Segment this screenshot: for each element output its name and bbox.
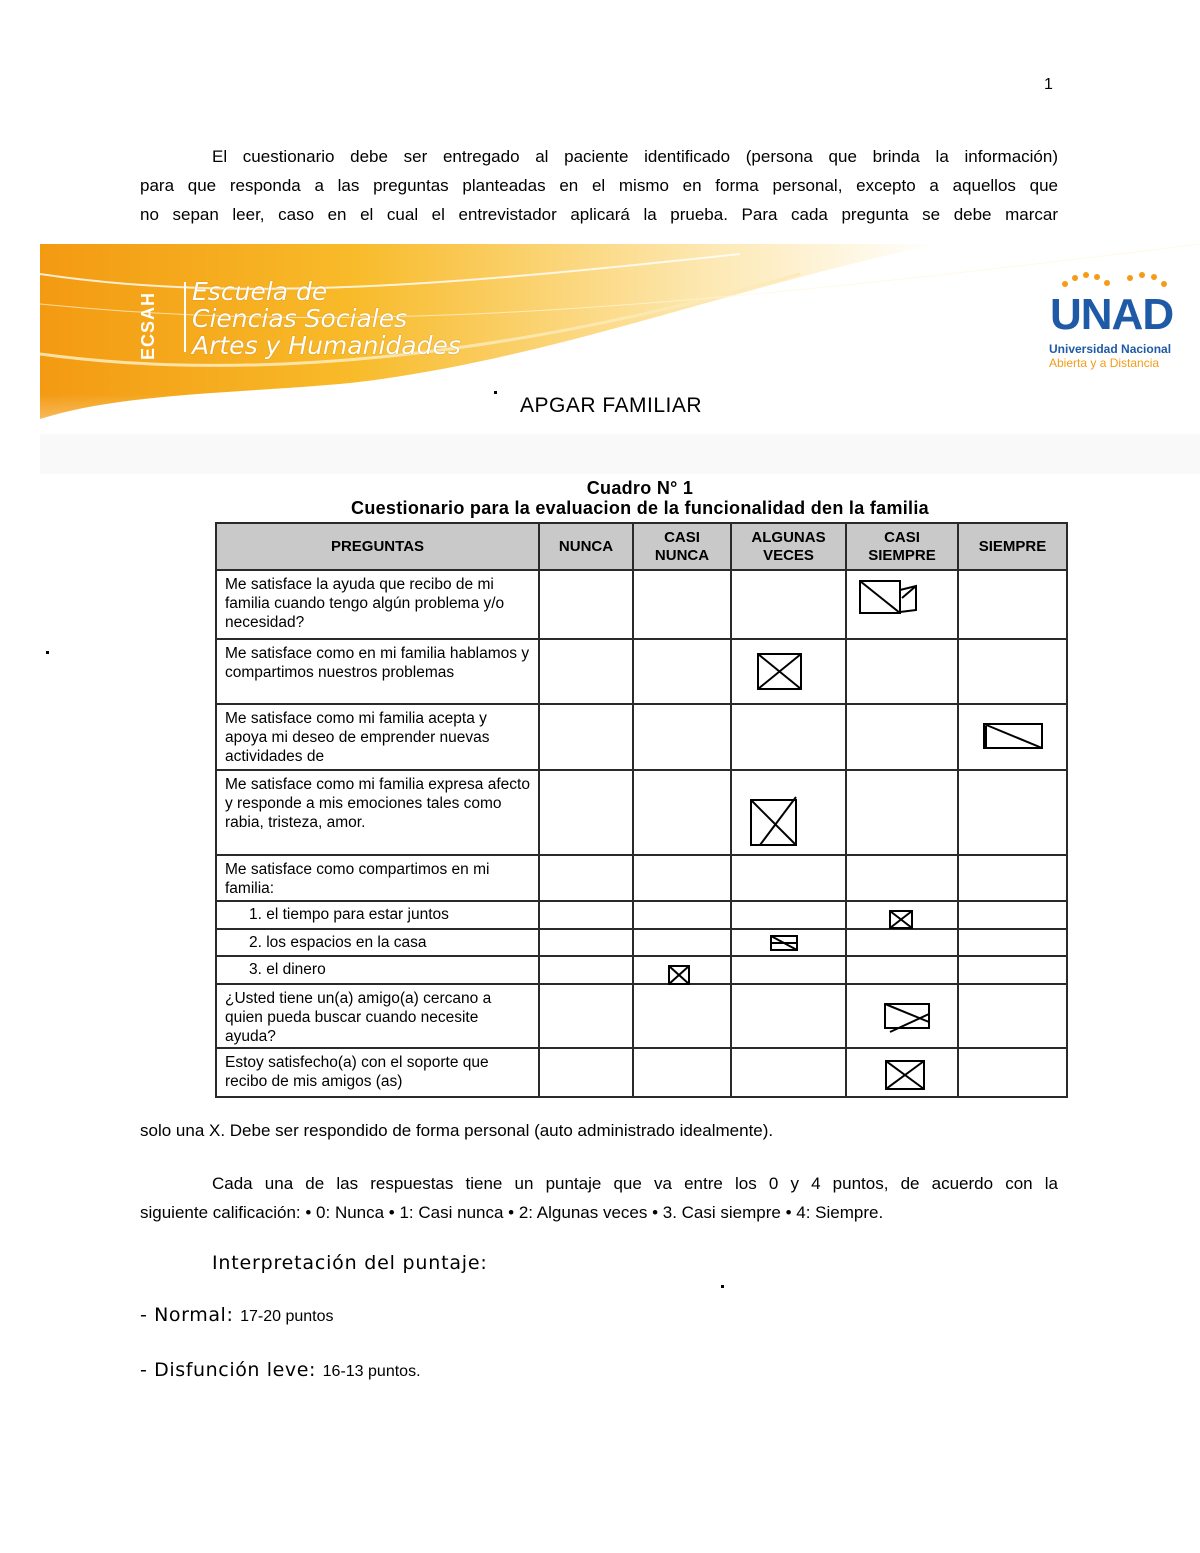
- answer-cell[interactable]: [958, 570, 1067, 639]
- answer-cell[interactable]: [633, 704, 731, 770]
- intro-line-2: para que responda a las preguntas planteadas en el mismo en forma personal, excepto a aquellos que: [140, 176, 1058, 195]
- table-row: [216, 1048, 1067, 1097]
- answer-cell[interactable]: [958, 901, 1067, 929]
- interpretation-title: Interpretación del puntaje:: [212, 1252, 488, 1274]
- answer-cell[interactable]: [633, 770, 731, 855]
- answer-cell[interactable]: [958, 855, 1067, 901]
- answer-cell[interactable]: [633, 984, 731, 1048]
- table-row: [216, 770, 1067, 855]
- scoring-line-2: siguiente calificación: • 0: Nunca • 1: Casi nunca • 2: Algunas veces • 3. Casi siempre • 4: Siempre.: [140, 1203, 884, 1222]
- question-cell: Me satisface como compartimos en mi familia:: [216, 855, 539, 901]
- question-cell: Me satisface como mi familia expresa afecto y responde a mis emociones tales como rabia, tristeza, amor.: [216, 770, 539, 855]
- answer-cell[interactable]: [539, 570, 633, 639]
- score-leve: [140, 1359, 421, 1381]
- answer-cell[interactable]: [539, 929, 633, 956]
- answer-cell[interactable]: [958, 770, 1067, 855]
- answer-cell[interactable]: [539, 956, 633, 984]
- x-mark-icon: [748, 795, 800, 849]
- stray-dot: [721, 1285, 724, 1288]
- answer-cell[interactable]: [731, 901, 846, 929]
- table-row: [216, 956, 1067, 984]
- instruction-line: solo una X. Debe ser respondido de forma personal (auto administrado idealmente).: [140, 1121, 774, 1140]
- score-leve-value: 16-13 puntos.: [322, 1363, 421, 1380]
- answer-cell[interactable]: [846, 704, 958, 770]
- answer-cell[interactable]: [731, 956, 846, 984]
- score-leve-label: - Disfunción leve:: [140, 1359, 317, 1381]
- answer-cell[interactable]: [731, 570, 846, 639]
- header-siempre: SIEMPRE: [958, 523, 1067, 570]
- table-row: [216, 984, 1067, 1048]
- page-number: 1: [1044, 76, 1053, 93]
- table-row: [216, 570, 1067, 639]
- answer-cell[interactable]: [731, 984, 846, 1048]
- answer-cell[interactable]: [539, 770, 633, 855]
- question-cell: Estoy satisfecho(a) con el soporte que recibo de mis amigos (as): [216, 1048, 539, 1097]
- ecsah-acronym: ECSAH: [138, 292, 158, 361]
- answer-cell[interactable]: [958, 1048, 1067, 1097]
- scoring-line-1: Cada una de las respuestas tiene un puntaje que va entre los 0 y 4 puntos, de acuerdo con la: [212, 1174, 1058, 1193]
- answer-cell[interactable]: [731, 704, 846, 770]
- answer-cell[interactable]: [846, 770, 958, 855]
- header-casi-siempre: CASI SIEMPRE: [846, 523, 958, 570]
- school-line-3: Artes y Humanidades: [192, 331, 461, 360]
- question-cell: 2. los espacios en la casa: [216, 929, 539, 956]
- x-mark-icon: [884, 1058, 928, 1092]
- answer-cell[interactable]: [846, 639, 958, 704]
- answer-cell[interactable]: [958, 929, 1067, 956]
- header-nunca: NUNCA: [539, 523, 633, 570]
- table-row: [216, 639, 1067, 704]
- school-line-1: Escuela de: [192, 277, 328, 306]
- answer-cell[interactable]: [846, 855, 958, 901]
- x-mark-icon: [756, 652, 804, 692]
- x-mark-icon: [769, 933, 801, 955]
- score-normal-label: - Normal:: [140, 1304, 234, 1326]
- answer-cell[interactable]: [633, 639, 731, 704]
- x-mark-icon: [858, 578, 920, 616]
- cuadro-subtitle: Cuestionario para la evaluacion de la funcionalidad den la familia: [351, 498, 929, 518]
- answer-cell[interactable]: [958, 984, 1067, 1048]
- question-cell: Me satisface como en mi familia hablamos y compartimos nuestros problemas: [216, 639, 539, 704]
- answer-cell[interactable]: [539, 639, 633, 704]
- x-mark-icon: [982, 721, 1046, 753]
- answer-cell[interactable]: [958, 956, 1067, 984]
- answer-cell[interactable]: [633, 570, 731, 639]
- table-header-row: [216, 523, 1067, 570]
- table-row: [216, 929, 1067, 956]
- answer-cell[interactable]: [846, 956, 958, 984]
- table-row: [216, 855, 1067, 901]
- x-mark-icon: [882, 1000, 934, 1036]
- answer-cell[interactable]: [958, 639, 1067, 704]
- answer-cell[interactable]: [539, 901, 633, 929]
- question-cell: Me satisface la ayuda que recibo de mi familia cuando tengo algún problema y/o necesidad?: [216, 570, 539, 639]
- question-cell: Me satisface como mi familia acepta y apoya mi deseo de emprender nuevas actividades de: [216, 704, 539, 770]
- unad-logo-sub-2: Abierta y a Distancia: [1049, 356, 1160, 370]
- stray-dot: [46, 651, 49, 654]
- x-mark-icon: [667, 964, 693, 986]
- x-mark-icon: [888, 908, 916, 930]
- cuadro-title: Cuadro N° 1: [586, 478, 694, 498]
- header-casi-nunca: CASI NUNCA: [633, 523, 731, 570]
- unad-logo: UNAD: [1050, 290, 1174, 339]
- stray-dot: [494, 391, 497, 394]
- table-row: [216, 901, 1067, 929]
- score-normal-value: 17-20 puntos: [240, 1308, 334, 1325]
- answer-cell[interactable]: [633, 929, 731, 956]
- question-cell: ¿Usted tiene un(a) amigo(a) cercano a quien pueda buscar cuando necesite ayuda?: [216, 984, 539, 1048]
- question-cell: 1. el tiempo para estar juntos: [216, 901, 539, 929]
- answer-cell[interactable]: [539, 984, 633, 1048]
- header-algunas-veces: ALGUNAS VECES: [731, 523, 846, 570]
- answer-cell[interactable]: [633, 1048, 731, 1097]
- header-preguntas: PREGUNTAS: [216, 523, 539, 570]
- answer-cell[interactable]: [539, 855, 633, 901]
- score-normal: [140, 1304, 334, 1326]
- answer-cell[interactable]: [539, 1048, 633, 1097]
- question-cell: 3. el dinero: [216, 956, 539, 984]
- unad-logo-sub-1: Universidad Nacional: [1049, 342, 1172, 356]
- intro-line-1: El cuestionario debe ser entregado al paciente identificado (persona que brinda la información): [212, 147, 1058, 166]
- table-row: [216, 704, 1067, 770]
- answer-cell[interactable]: [539, 704, 633, 770]
- apgar-title: APGAR FAMILIAR: [520, 394, 703, 417]
- answer-cell[interactable]: [846, 929, 958, 956]
- answer-cell[interactable]: [731, 1048, 846, 1097]
- answer-cell[interactable]: [731, 855, 846, 901]
- apgar-table: [215, 522, 1068, 1098]
- answer-cell[interactable]: [633, 855, 731, 901]
- answer-cell[interactable]: [633, 901, 731, 929]
- intro-line-3: no sepan leer, caso en el cual el entrevistador aplicará la prueba. Para cada pregunta se debe marcar: [140, 205, 1058, 224]
- school-line-2: Ciencias Sociales: [192, 304, 408, 333]
